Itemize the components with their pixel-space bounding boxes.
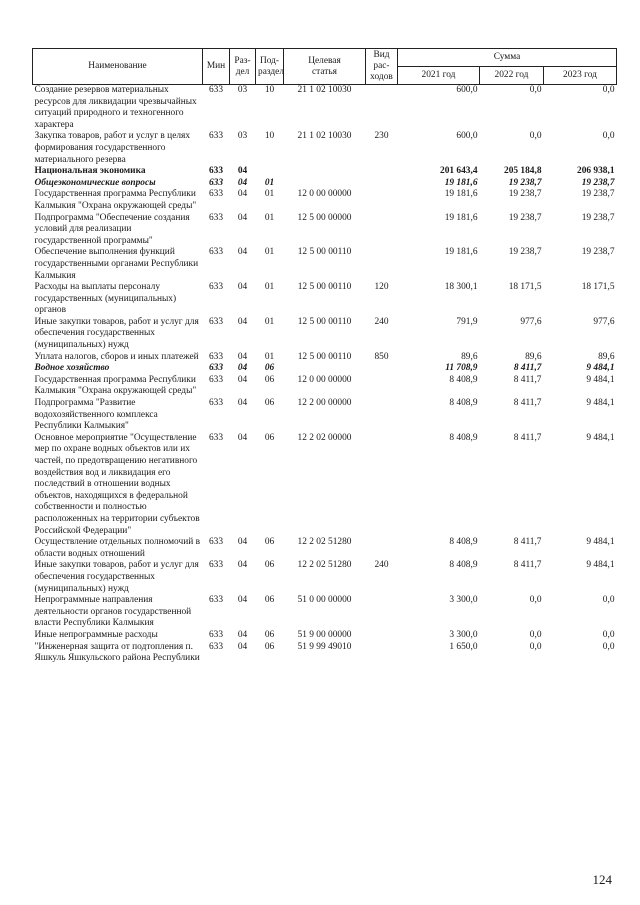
- header-sum: Сумма: [398, 49, 617, 67]
- row-target: 12 5 00 00110: [297, 316, 352, 327]
- row-sum-2022: 19 238,7: [508, 247, 542, 258]
- row-name: Основное мероприятие "Осуществление мер по охране водных объектов или их частей, по предотвращению негативного воздействия вод и ликвидация его последствий в отношении водных объектов, находящихся в федеральной собственности и полностью расположенных на территории субъектов Российской Федерации": [34, 432, 200, 536]
- row-sum-2021: 791,9: [456, 316, 478, 327]
- row-section: 04: [237, 595, 248, 606]
- table-row: [33, 398, 617, 433]
- row-target: [284, 363, 366, 375]
- row-subsection: [256, 166, 284, 178]
- header-section: Раз- дел: [230, 49, 256, 85]
- row-sum-2023: 89,6: [598, 351, 615, 362]
- row-subsection: 01: [264, 247, 275, 258]
- row-target: 12 2 00 00000: [297, 398, 352, 409]
- budget-table: [32, 48, 617, 665]
- row-section: 04: [237, 351, 248, 362]
- row-sum-2022: 8 411,7: [513, 398, 542, 409]
- row-subsection: 01: [264, 177, 275, 188]
- row-section: 04: [237, 560, 248, 571]
- row-section: 04: [237, 282, 248, 293]
- row-expense-type: [366, 178, 398, 190]
- row-expense-type: [366, 189, 398, 212]
- table-row: [33, 630, 617, 642]
- row-sum-2021: 89,6: [461, 351, 478, 362]
- row-section: 04: [237, 189, 248, 200]
- row-target: 12 5 00 00000: [297, 212, 352, 223]
- row-sum-2022: 8 411,7: [513, 374, 542, 385]
- table-row: [33, 213, 617, 248]
- row-ministry: 633: [208, 374, 224, 385]
- row-name: Государственная программа Республики Калмыкия "Охрана окружающей среды": [34, 189, 197, 211]
- row-expense-type: [366, 166, 398, 178]
- table-row: [33, 433, 617, 537]
- row-expense-type: [366, 433, 398, 537]
- row-name: Расходы на выплаты персоналу государственных (муниципальных) органов: [34, 282, 177, 316]
- table-row: [33, 178, 617, 190]
- row-expense-type: [366, 213, 398, 248]
- row-sum-2022: 18 171,5: [508, 282, 542, 293]
- row-subsection: 06: [264, 432, 275, 443]
- row-sum-2023: 0,0: [602, 629, 615, 640]
- row-target: 51 9 00 00000: [297, 629, 352, 640]
- row-name: Закупка товаров, работ и услуг в целях формирования государственного материального резерва: [34, 131, 191, 165]
- table-body: [33, 85, 617, 665]
- row-ministry: 633: [208, 212, 224, 223]
- row-ministry: 633: [208, 247, 224, 258]
- row-ministry: 633: [208, 560, 224, 571]
- row-section: 04: [237, 641, 248, 652]
- row-section: 04: [237, 166, 248, 177]
- row-name: Водное хозяйство: [34, 363, 110, 374]
- header-subsection: Под- раздел: [256, 49, 284, 85]
- row-ministry: 633: [208, 595, 224, 606]
- row-name: Общеэкономические вопросы: [34, 177, 156, 188]
- row-subsection: 01: [264, 189, 275, 200]
- header-ministry: Мин: [203, 49, 230, 85]
- row-sum-2023: 206 938,1: [577, 166, 615, 177]
- row-expense-type: [366, 537, 398, 560]
- row-subsection: 06: [264, 374, 275, 385]
- row-sum-2023: 9 484,1: [586, 560, 615, 571]
- header-expense-type: Вид рас- ходов: [366, 49, 398, 85]
- row-subsection: 10: [264, 131, 275, 142]
- row-sum-2023: 9 484,1: [586, 374, 615, 385]
- row-section: 04: [237, 177, 248, 188]
- row-expense-type: [366, 363, 398, 375]
- row-name: Непрограммные направления деятельности органов государственной власти Республики Калмыкия: [34, 595, 192, 629]
- row-sum-2022: 8 411,7: [513, 432, 542, 443]
- table-row: [33, 363, 617, 375]
- row-section: 04: [237, 212, 248, 223]
- row-sum-2023: 19 238,7: [581, 212, 615, 223]
- page-number: 124: [592, 872, 612, 887]
- row-section: 04: [237, 537, 248, 548]
- row-expense-type: [366, 247, 398, 282]
- row-section: 04: [237, 247, 248, 258]
- row-ministry: 633: [208, 131, 224, 142]
- row-section: 04: [237, 398, 248, 409]
- row-section: 04: [237, 316, 248, 327]
- row-sum-2023: 19 238,7: [581, 189, 615, 200]
- row-target: 12 0 00 00000: [297, 374, 352, 385]
- table-row: [33, 352, 617, 364]
- row-sum-2021: 18 300,1: [444, 282, 478, 293]
- header-year-2023: 2023 год: [544, 67, 617, 85]
- row-target: [284, 178, 366, 190]
- row-ministry: 633: [208, 282, 224, 293]
- table-row: [33, 85, 617, 132]
- table-row: [33, 317, 617, 352]
- row-sum-2022: 0,0: [529, 641, 542, 652]
- row-target: 12 2 02 51280: [297, 537, 352, 548]
- row-sum-2021: 8 408,9: [449, 560, 478, 571]
- row-ministry: 633: [208, 166, 224, 177]
- row-ministry: 633: [208, 189, 224, 200]
- row-name: Создание резервов материальных ресурсов для ликвидации чрезвычайных ситуаций природного и техногенного характера: [34, 85, 197, 130]
- table-row: [33, 595, 617, 630]
- row-sum-2021: 8 408,9: [449, 432, 478, 443]
- row-target: 12 5 00 00110: [297, 247, 352, 258]
- table-row: [33, 247, 617, 282]
- header-year-2021: 2021 год: [398, 67, 480, 85]
- row-sum-2022: 977,6: [520, 316, 542, 327]
- row-ministry: 633: [208, 363, 224, 374]
- table-row: [33, 166, 617, 178]
- row-expense-type: 230: [374, 131, 389, 142]
- table-row: [33, 189, 617, 212]
- row-sum-2021: 8 408,9: [449, 537, 478, 548]
- row-sum-2021: 19 181,6: [444, 189, 478, 200]
- table-row: [33, 537, 617, 560]
- row-expense-type: 240: [374, 560, 389, 571]
- row-section: 04: [237, 629, 248, 640]
- table-row: [33, 282, 617, 317]
- row-name: Иные закупки товаров, работ и услуг для обеспечения государственных (муниципальных) нужд: [34, 316, 199, 351]
- row-expense-type: [366, 85, 398, 132]
- row-subsection: 10: [264, 85, 275, 95]
- row-sum-2021: 19 181,6: [444, 177, 478, 188]
- row-sum-2023: 19 238,7: [581, 177, 615, 188]
- row-target: 51 0 00 00000: [297, 595, 352, 606]
- header-year-2022: 2022 год: [480, 67, 544, 85]
- row-target: 12 5 00 00110: [297, 282, 352, 293]
- row-section: 04: [237, 374, 248, 385]
- row-sum-2023: 0,0: [602, 131, 615, 142]
- row-ministry: 633: [208, 432, 224, 443]
- row-name: Уплата налогов, сборов и иных платежей: [34, 351, 199, 362]
- row-target: 21 1 02 10030: [297, 131, 352, 142]
- row-expense-type: [366, 375, 398, 398]
- row-name: Подпрограмма "Развитие водохозяйственного комплекса Республики Калмыкия": [34, 398, 158, 432]
- row-expense-type: [366, 595, 398, 630]
- row-subsection: 01: [264, 316, 275, 327]
- row-expense-type: [366, 630, 398, 642]
- row-subsection: 06: [264, 641, 275, 652]
- table-row: [33, 642, 617, 665]
- row-subsection: 06: [264, 595, 275, 606]
- row-sum-2021: 8 408,9: [449, 398, 478, 409]
- row-ministry: 633: [208, 85, 224, 95]
- row-subsection: 06: [264, 398, 275, 409]
- row-subsection: 06: [264, 363, 275, 374]
- row-sum-2021: 19 181,6: [444, 212, 478, 223]
- row-subsection: 06: [264, 629, 275, 640]
- row-sum-2022: 89,6: [525, 351, 542, 362]
- row-sum-2021: 1 650,0: [449, 641, 478, 652]
- row-sum-2023: 9 484,1: [586, 432, 615, 443]
- row-expense-type: [366, 398, 398, 433]
- row-ministry: 633: [208, 351, 224, 362]
- row-sum-2023: 9 484,1: [586, 363, 615, 374]
- row-target: 12 2 02 51280: [297, 560, 352, 571]
- row-expense-type: 240: [374, 316, 389, 327]
- row-sum-2023: 977,6: [593, 316, 615, 327]
- row-name: Государственная программа Республики Калмыкия "Охрана окружающей среды": [34, 374, 197, 397]
- row-sum-2022: 0,0: [529, 595, 542, 606]
- row-name: Осуществление отдельных полномочий в области водных отношений: [34, 537, 200, 559]
- row-sum-2022: 0,0: [529, 131, 542, 142]
- row-sum-2023: 0,0: [602, 85, 615, 95]
- row-subsection: 01: [264, 351, 275, 362]
- table-row: [33, 375, 617, 398]
- row-name: Иные закупки товаров, работ и услуг для обеспечения государственных (муниципальных) нужд: [34, 560, 199, 594]
- row-section: 04: [237, 432, 248, 443]
- row-target: [284, 166, 366, 178]
- row-subsection: 01: [264, 282, 275, 293]
- row-subsection: 01: [264, 212, 275, 223]
- row-ministry: 633: [208, 316, 224, 327]
- row-name: "Инженерная защита от подтопления п. Яшкуль Яшкульского района Республики: [34, 641, 200, 664]
- row-sum-2021: 3 300,0: [449, 629, 478, 640]
- row-section: 03: [237, 131, 248, 142]
- row-subsection: 06: [264, 537, 275, 548]
- row-sum-2021: 201 643,4: [440, 166, 478, 177]
- row-target: 12 0 00 00000: [297, 189, 352, 200]
- table-header: [33, 49, 617, 85]
- row-sum-2022: 205 184,8: [504, 166, 542, 177]
- table-row: [33, 560, 617, 595]
- row-ministry: 633: [208, 398, 224, 409]
- row-target: 12 5 00 00110: [297, 351, 352, 362]
- row-sum-2021: 600,0: [456, 131, 478, 142]
- row-ministry: 633: [208, 641, 224, 652]
- row-sum-2023: 0,0: [602, 595, 615, 606]
- row-expense-type: 850: [374, 351, 389, 362]
- row-target: 21 1 02 10030: [297, 85, 352, 95]
- row-sum-2023: 9 484,1: [586, 398, 615, 409]
- row-name: Иные непрограммные расходы: [34, 629, 158, 640]
- row-sum-2022: 19 238,7: [508, 212, 542, 223]
- row-sum-2021: 8 408,9: [449, 374, 478, 385]
- table-row: [33, 131, 617, 166]
- budget-document: [32, 48, 616, 665]
- row-sum-2021: 3 300,0: [449, 595, 478, 606]
- row-sum-2022: 19 238,7: [508, 189, 542, 200]
- row-sum-2022: 0,0: [529, 629, 542, 640]
- row-ministry: 633: [208, 537, 224, 548]
- row-ministry: 633: [208, 177, 224, 188]
- row-sum-2023: 18 171,5: [581, 282, 615, 293]
- row-section: 04: [237, 363, 248, 374]
- row-sum-2022: 8 411,7: [513, 537, 542, 548]
- row-name: Национальная экономика: [34, 166, 146, 177]
- row-expense-type: 120: [374, 282, 389, 293]
- row-sum-2021: 600,0: [456, 85, 478, 95]
- row-sum-2021: 19 181,6: [444, 247, 478, 258]
- row-expense-type: [366, 642, 398, 665]
- row-subsection: 06: [264, 560, 275, 571]
- row-name: Обеспечение выполнения функций государственными органами Республики Калмыкия: [34, 247, 199, 281]
- row-sum-2023: 19 238,7: [581, 247, 615, 258]
- row-ministry: 633: [208, 629, 224, 640]
- row-sum-2023: 9 484,1: [586, 537, 615, 548]
- row-target: 51 9 99 49010: [297, 641, 352, 652]
- header-name: Наименование: [33, 49, 203, 85]
- row-sum-2022: 8 411,7: [513, 560, 542, 571]
- row-sum-2023: 0,0: [602, 641, 615, 652]
- header-target: Целевая статья: [284, 49, 366, 85]
- row-sum-2022: 8 411,7: [513, 363, 542, 374]
- row-sum-2022: 19 238,7: [508, 177, 542, 188]
- row-sum-2022: 0,0: [529, 85, 542, 95]
- row-sum-2021: 11 708,9: [445, 363, 478, 374]
- row-target: 12 2 02 00000: [297, 432, 352, 443]
- row-section: 03: [237, 85, 248, 95]
- row-name: Подпрограмма "Обеспечение создания условий для реализации государственной программы": [34, 212, 190, 246]
